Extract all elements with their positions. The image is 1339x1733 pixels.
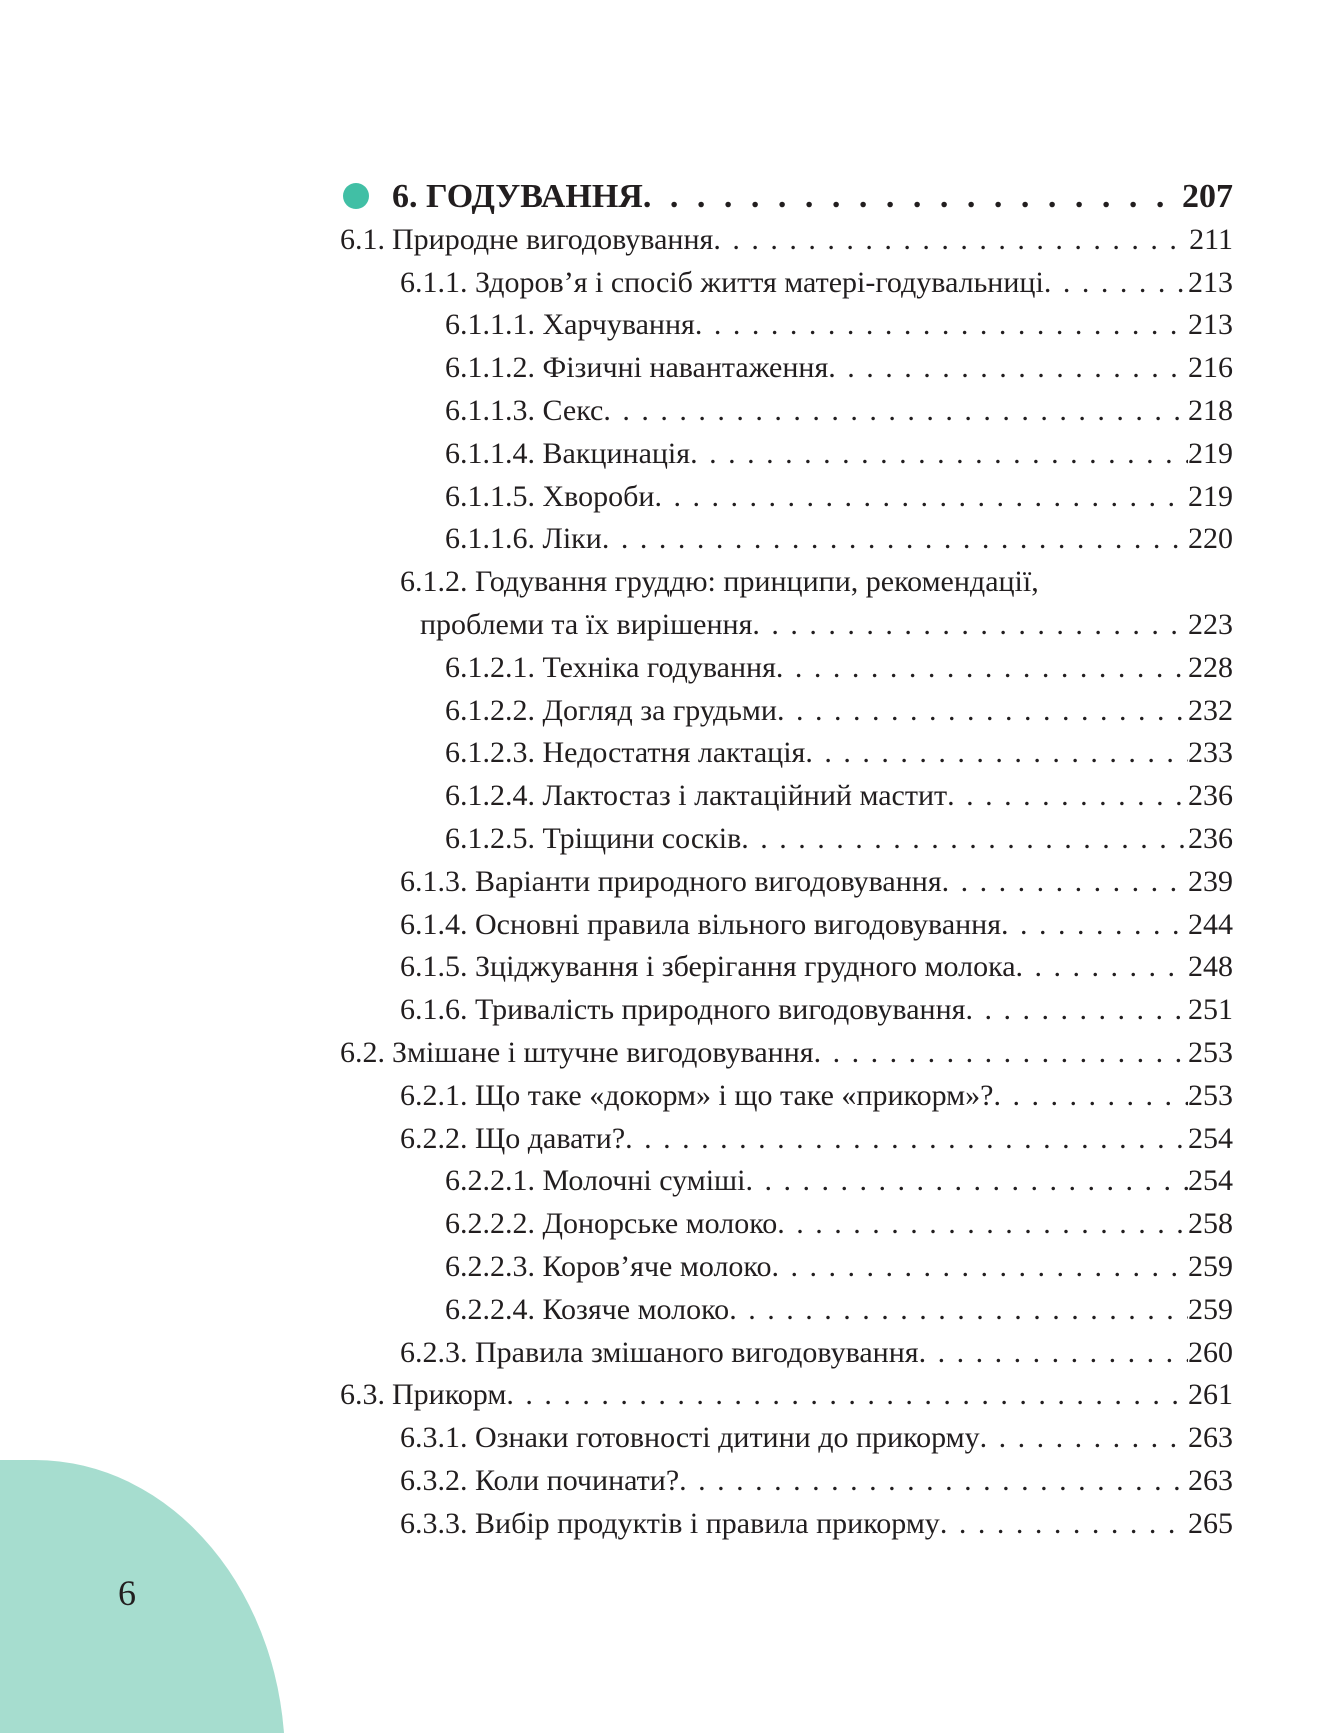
- footer-corner-shape: [0, 1460, 285, 1733]
- entry-title: 6.1.1.1. Харчування: [445, 308, 695, 342]
- toc-entry: [340, 1246, 1233, 1289]
- entry-title: 6.1.1. Здоров’я і спосіб життя матері-годувальниці: [400, 265, 1044, 299]
- entry-title: 6.1.6. Тривалість природного вигодовування: [400, 993, 966, 1027]
- entry-page-number: 258: [1188, 1207, 1233, 1241]
- entry-page-number: 244: [1188, 907, 1233, 941]
- toc-entry: [340, 775, 1233, 818]
- dot-leader: [1001, 904, 1188, 947]
- toc-entry: [340, 1032, 1233, 1075]
- entry-title: 6.1.1.2. Фізичні навантаження: [445, 351, 829, 385]
- toc-entry: [340, 518, 1233, 561]
- toc-entry: [340, 262, 1233, 305]
- entry-title: 6.1.5. Зціджування і зберігання грудного молока: [400, 950, 1016, 984]
- toc-entry: [340, 818, 1233, 861]
- toc-entry: [340, 1460, 1233, 1503]
- entry-page-number: 232: [1188, 693, 1233, 727]
- chapter-page-number: 207: [1182, 178, 1233, 215]
- dot-leader: [741, 818, 1188, 861]
- toc-entry: [340, 304, 1233, 347]
- entry-page-number: 236: [1188, 821, 1233, 855]
- dot-leader: [814, 1032, 1188, 1075]
- dot-leader: [690, 433, 1188, 476]
- dot-leader: [506, 1374, 1188, 1417]
- toc-entry: [340, 1118, 1233, 1161]
- entry-number: 6.3.: [340, 1378, 385, 1412]
- entry-number: 6.1.: [340, 222, 385, 256]
- toc-entry: [340, 1203, 1233, 1246]
- dot-leader: [695, 304, 1188, 347]
- entry-page-number: 219: [1188, 436, 1233, 470]
- entry-title: 6.1.2.5. Тріщини сосків: [445, 821, 742, 855]
- entry-page-number: 260: [1188, 1335, 1233, 1369]
- dot-leader: [828, 347, 1188, 390]
- entry-title: 6.3.1. Ознаки готовності дитини до прикорму: [400, 1421, 980, 1455]
- dot-leader: [654, 476, 1188, 519]
- entry-title: Природне вигодовування: [392, 222, 714, 256]
- dot-leader: [1044, 262, 1188, 305]
- entry-title: 6.1.1.6. Ліки: [445, 522, 602, 556]
- entry-title: 6.2.2.2. Донорське молоко: [445, 1207, 778, 1241]
- toc-entry: [340, 390, 1233, 433]
- entry-page-number: 211: [1189, 222, 1233, 256]
- entry-title: 6.1.4. Основні правила вільного вигодовування: [400, 907, 1002, 941]
- page-number: 6: [118, 1573, 136, 1613]
- table-of-contents: [340, 176, 1233, 1546]
- dot-leader: [745, 1160, 1188, 1203]
- entry-page-number: 218: [1188, 393, 1233, 427]
- dot-leader: [643, 176, 1182, 219]
- dot-leader: [993, 1075, 1188, 1118]
- entry-page-number: 228: [1188, 650, 1233, 684]
- toc-entry: [340, 476, 1233, 519]
- entry-page-number: 253: [1188, 1035, 1233, 1069]
- dot-leader: [965, 989, 1188, 1032]
- chapter-bullet-icon: [343, 183, 369, 209]
- toc-entry: [340, 690, 1233, 733]
- entry-page-number: 251: [1188, 993, 1233, 1027]
- entry-title: 6.3.3. Вибір продуктів і правила прикорму: [400, 1506, 940, 1540]
- toc-entry: [340, 433, 1233, 476]
- entry-page-number: 236: [1188, 779, 1233, 813]
- entry-title: 6.2.2. Що давати?: [400, 1121, 626, 1155]
- entry-title: 6.2.2.1. Молочні суміші: [445, 1164, 746, 1198]
- toc-entry: [340, 1160, 1233, 1203]
- entry-page-number: 254: [1188, 1121, 1233, 1155]
- toc-entry: [340, 1374, 1233, 1417]
- dot-leader: [777, 690, 1188, 733]
- toc-entry: [340, 1332, 1233, 1375]
- toc-entry: [340, 946, 1233, 989]
- toc-entry: [340, 732, 1233, 775]
- entry-page-number: 263: [1188, 1421, 1233, 1455]
- entry-page-number: 213: [1188, 308, 1233, 342]
- entry-page-number: 233: [1188, 736, 1233, 770]
- entry-title: 6.1.1.3. Секс: [445, 393, 604, 427]
- dot-leader: [940, 1503, 1188, 1546]
- dot-leader: [947, 775, 1188, 818]
- dot-leader: [771, 1246, 1188, 1289]
- toc-entry: [340, 647, 1233, 690]
- entry-page-number: 265: [1188, 1506, 1233, 1540]
- dot-leader: [980, 1417, 1188, 1460]
- dot-leader: [625, 1118, 1188, 1161]
- toc-entry: [340, 561, 1233, 604]
- toc-entry: [340, 989, 1233, 1032]
- entry-title: 6.1.1.5. Хвороби: [445, 479, 655, 513]
- toc-entry: [340, 219, 1233, 262]
- toc-entry: [340, 1417, 1233, 1460]
- dot-leader: [729, 1289, 1188, 1332]
- entry-page-number: 259: [1188, 1292, 1233, 1326]
- entry-page-number: 239: [1188, 864, 1233, 898]
- toc-entry: [340, 347, 1233, 390]
- dot-leader: [713, 219, 1189, 262]
- entry-page-number: 219: [1188, 479, 1233, 513]
- dot-leader: [942, 861, 1188, 904]
- dot-leader: [777, 1203, 1188, 1246]
- toc-entry-continuation: [340, 604, 1233, 647]
- toc-entry: [340, 861, 1233, 904]
- entry-page-number: 223: [1188, 607, 1233, 641]
- dot-leader: [805, 732, 1188, 775]
- entry-page-number: 216: [1188, 351, 1233, 385]
- entry-page-number: 259: [1188, 1249, 1233, 1283]
- toc-entry: [340, 904, 1233, 947]
- entry-title-continued: проблеми та їх вирішення: [420, 607, 753, 641]
- entry-title: 6.1.2.2. Догляд за грудьми: [445, 693, 777, 727]
- entry-title: 6.1.2. Годування груддю: принципи, рекомендації,: [400, 565, 1039, 599]
- entry-title: 6.2.2.3. Коров’яче молоко: [445, 1249, 772, 1283]
- entry-title: 6.2.1. Що таке «докорм» і що таке «прикорм»?: [400, 1078, 994, 1112]
- entry-page-number: 248: [1188, 950, 1233, 984]
- entry-page-number: 220: [1188, 522, 1233, 556]
- entry-title: 6.1.2.3. Недостатня лактація: [445, 736, 806, 770]
- entry-title: 6.1.3. Варіанти природного вигодовування: [400, 864, 942, 898]
- toc-chapter-row: [340, 176, 1233, 219]
- entry-title: 6.2.3. Правила змішаного вигодовування: [400, 1335, 919, 1369]
- dot-leader: [679, 1460, 1188, 1503]
- entry-page-number: 254: [1188, 1164, 1233, 1198]
- entry-title: 6.2.2.4. Козяче молоко: [445, 1292, 730, 1326]
- entry-page-number: 263: [1188, 1463, 1233, 1497]
- entry-title: 6.1.2.4. Лактостаз і лактаційний мастит: [445, 779, 948, 813]
- dot-leader: [602, 518, 1188, 561]
- toc-entry: [340, 1289, 1233, 1332]
- dot-leader: [919, 1332, 1188, 1375]
- entry-title: 6.3.2. Коли починати?: [400, 1463, 680, 1497]
- entry-number: 6.2.: [340, 1035, 385, 1069]
- dot-leader: [752, 604, 1188, 647]
- dot-leader: [1016, 946, 1188, 989]
- chapter-title: 6. ГОДУВАННЯ: [392, 178, 643, 215]
- toc-entry: [340, 1075, 1233, 1118]
- entry-title: Змішане і штучне вигодовування: [392, 1035, 814, 1069]
- entry-title: Прикорм: [392, 1378, 507, 1412]
- dot-leader: [603, 390, 1188, 433]
- dot-leader: [776, 647, 1188, 690]
- entry-page-number: 261: [1188, 1378, 1233, 1412]
- entry-title: 6.1.1.4. Вакцинація: [445, 436, 691, 470]
- toc-entry: [340, 1503, 1233, 1546]
- entry-title: 6.1.2.1. Техніка годування: [445, 650, 776, 684]
- entry-page-number: 253: [1188, 1078, 1233, 1112]
- entry-page-number: 213: [1188, 265, 1233, 299]
